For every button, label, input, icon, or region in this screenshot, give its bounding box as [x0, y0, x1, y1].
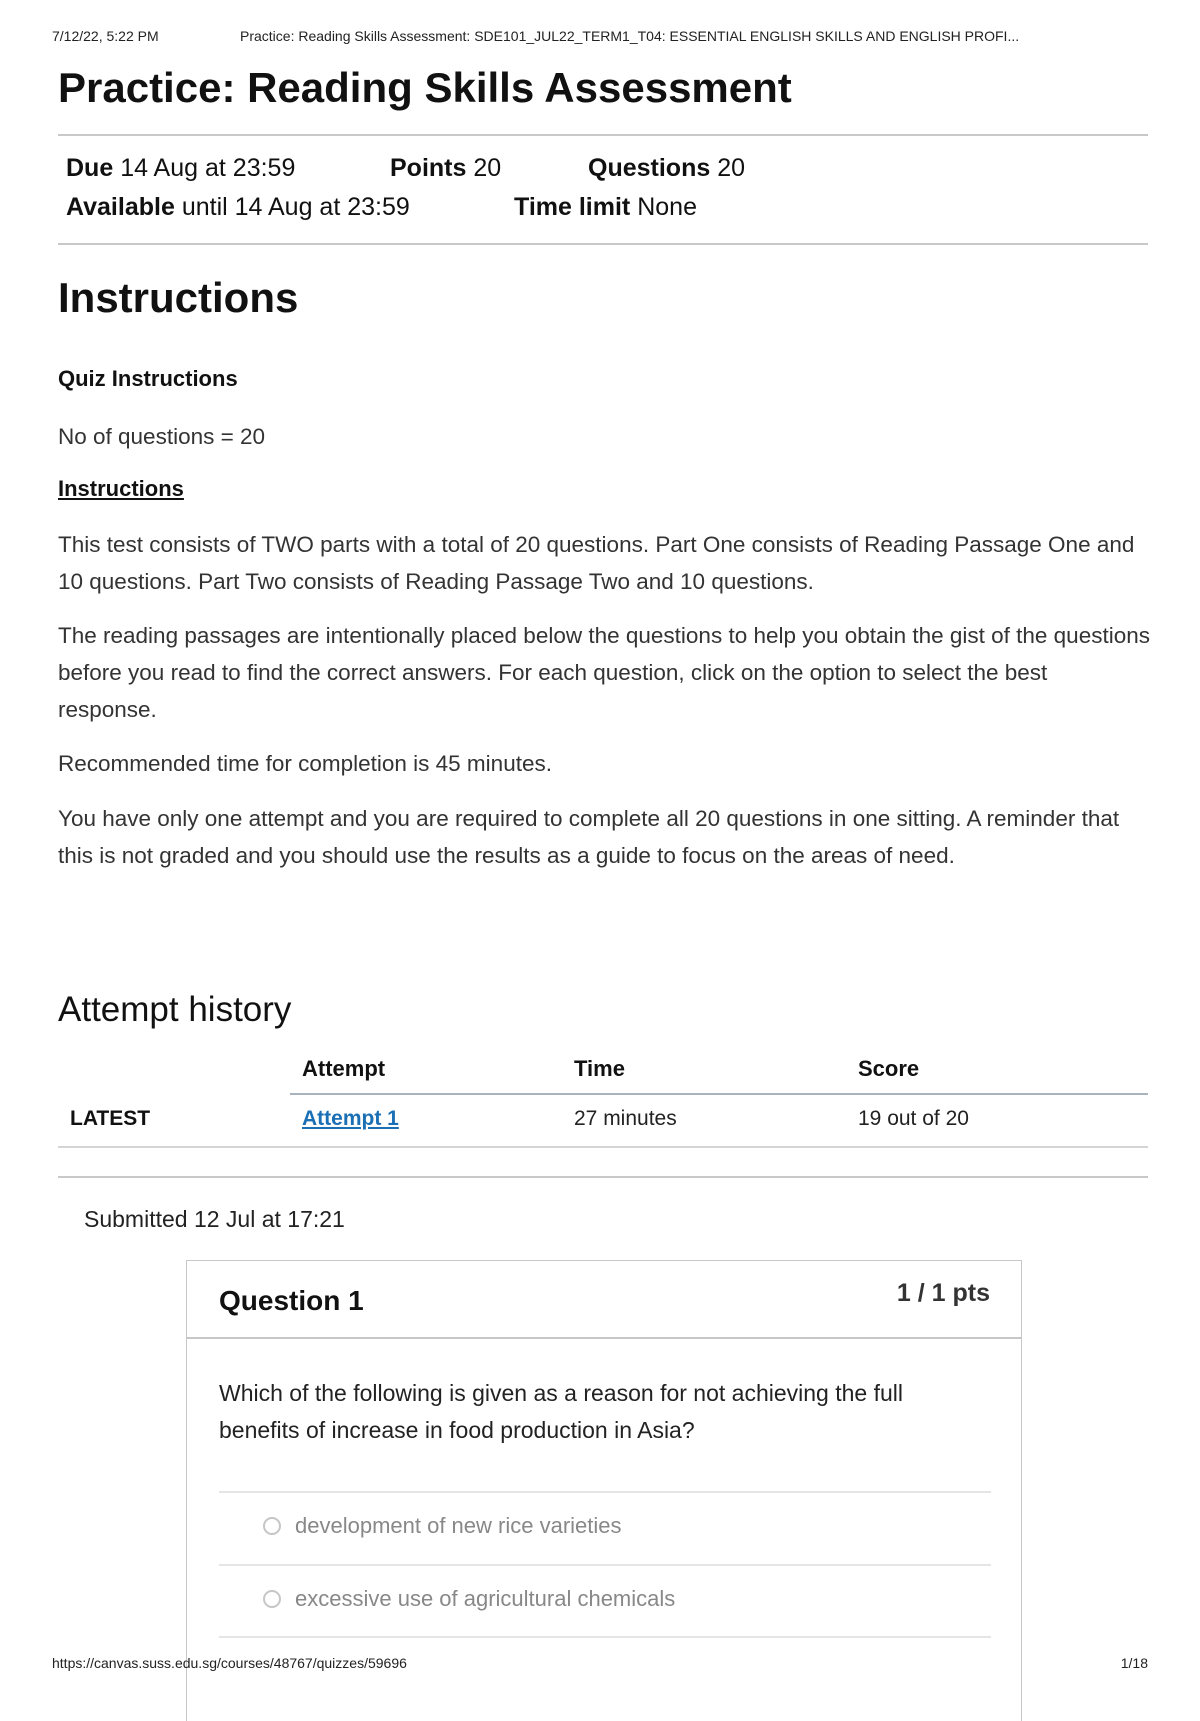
instructions-paragraph-1: This test consists of TWO parts with a total of 20 questions. Part One consists of Reading Passage One and 10 questions. Part Two consists of Reading Passage Two and 10 questions.: [58, 532, 1135, 594]
answer-divider: [219, 1636, 991, 1638]
page-title: Practice: Reading Skills Assessment: [58, 64, 792, 111]
questions-label: Questions: [588, 154, 711, 182]
attempt-section-divider: [58, 1176, 1148, 1178]
due-label: Due: [66, 154, 114, 182]
meta-points: [390, 154, 501, 183]
question-card: [186, 1260, 1022, 1721]
due-value: 14 Aug at 23:59: [120, 154, 296, 182]
instructions-heading: Instructions: [58, 274, 299, 321]
points-value: 20: [473, 154, 502, 182]
attempt-history-heading: Attempt history: [58, 990, 292, 1029]
meta-due: [66, 154, 295, 183]
meta-available: [66, 193, 410, 222]
available-value: until 14 Aug at 23:59: [181, 193, 410, 221]
title-divider: [58, 134, 1148, 136]
print-page-number: 1/18: [1120, 1655, 1148, 1671]
attempt-row-divider: [58, 1146, 1148, 1148]
instructions-paragraph-4: You have only one attempt and you are required to complete all 20 questions in one sitting. A reminder that this is not graded and you should use the results as a guide to focus on the areas of need.: [58, 806, 1120, 868]
quiz-instructions-label: Quiz Instructions: [58, 366, 238, 391]
print-header: [52, 28, 1148, 48]
answer-divider: [219, 1491, 991, 1493]
print-document-title: Practice: Reading Skills Assessment: SDE101_JUL22_TERM1_T04: ESSENTIAL ENGLISH SKILLS AND ENGLISH PROFI...: [240, 28, 1020, 44]
instructions-paragraph-2: The reading passages are intentionally placed below the questions to help you obtain the gist of the questions before you read to find the correct answers. For each question, click on the option to select the best response.: [58, 623, 1150, 722]
meta-divider: [58, 243, 1148, 245]
attempt-row-tag: LATEST: [70, 1107, 151, 1130]
time-limit-value: None: [637, 193, 697, 221]
print-datetime: 7/12/22, 5:22 PM: [52, 28, 159, 44]
questions-value: 20: [717, 154, 746, 182]
column-header-attempt: Attempt: [302, 1056, 386, 1081]
question-text: Which of the following is given as a reason for not achieving the full benefits of increase in food production in Asia?: [219, 1380, 903, 1443]
meta-questions: [588, 154, 745, 183]
points-label: Points: [390, 154, 467, 182]
radio-button-icon[interactable]: [263, 1590, 281, 1608]
question-title: Question 1: [219, 1285, 364, 1316]
answer-option[interactable]: [263, 1586, 675, 1612]
attempt-row-time: 27 minutes: [574, 1107, 677, 1130]
column-header-time: Time: [574, 1056, 625, 1081]
answer-divider: [219, 1564, 991, 1566]
time-limit-label: Time limit: [514, 193, 631, 221]
answer-label: excessive use of agricultural chemicals: [295, 1586, 676, 1611]
radio-button-icon[interactable]: [263, 1517, 281, 1535]
submitted-timestamp: Submitted 12 Jul at 17:21: [84, 1206, 345, 1232]
meta-time-limit: [514, 193, 697, 222]
attempt-row-attempt-cell: [302, 1107, 399, 1131]
instructions-paragraph-3: Recommended time for completion is 45 minutes.: [58, 751, 552, 776]
available-label: Available: [66, 193, 175, 221]
column-header-score: Score: [858, 1056, 920, 1081]
instructions-subheading: Instructions: [58, 476, 184, 501]
answer-option[interactable]: [263, 1513, 622, 1539]
attempt-1-link[interactable]: Attempt 1: [302, 1107, 399, 1130]
answer-label: development of new rice varieties: [295, 1513, 622, 1538]
question-points: 1 / 1 pts: [896, 1279, 990, 1307]
question-header: [187, 1261, 1021, 1339]
attempt-row-score: 19 out of 20: [858, 1107, 969, 1130]
print-url: https://canvas.suss.edu.sg/courses/48767/quizzes/59696: [52, 1655, 407, 1671]
num-questions-text: No of questions = 20: [58, 424, 266, 449]
